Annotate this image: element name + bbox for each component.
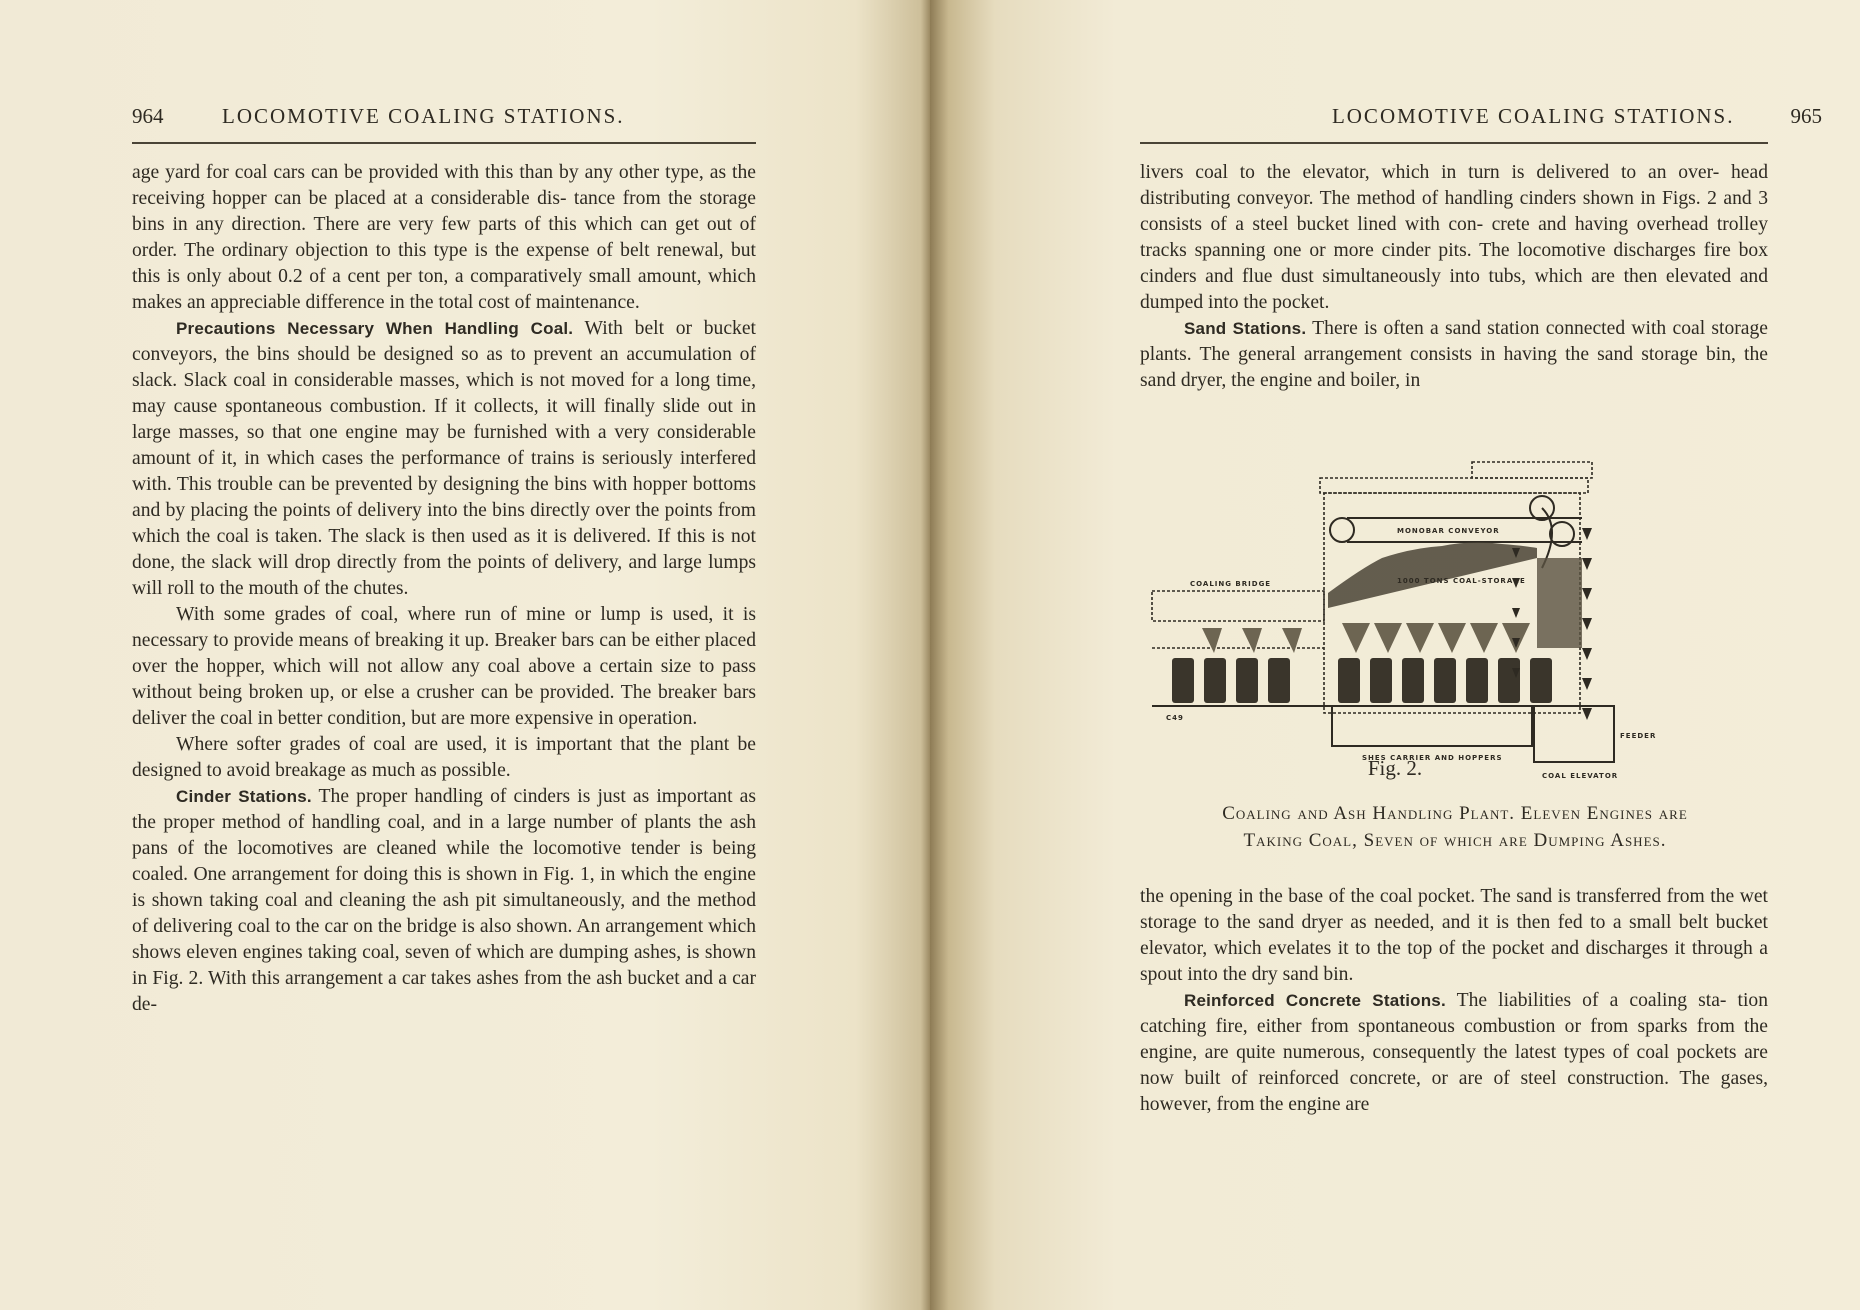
paragraph: livers coal to the elevator, which in turn is delivered to an over- head distributing conveyor. The method of handling cinders shown in Figs. 2 and 3 consists of a steel bucket lined with con- crete and having overhead trolley tracks spanning one or more cinder pits. The locomotive discharges fire box cinders and flue dust simultaneously into tubs, which are then elevated and dumped into the pocket. (1140, 162, 1768, 313)
svg-text:MONOBAR CONVEYOR: MONOBAR CONVEYOR (1397, 527, 1500, 535)
left-running-title: LOCOMOTIVE COALING STATIONS. (222, 104, 625, 128)
right-header-rule (1140, 142, 1768, 144)
section-heading: Sand Stations. (1184, 319, 1307, 338)
svg-text:C49: C49 (1166, 714, 1184, 722)
paragraph-cinder-stations: Cinder Stations. The proper handling of cinders is just as important as the proper method of handling coal, and in a large number of plants the ash pans of the locomotives are cleaned while the locomotive tender is being coaled. One arrangement for doing this is shown in Fig. 1, in which the engine is shown taking coal and cleaning the ash pit simultaneously, and the method of delivering coal to the car on the bridge is also shown. An arrangement which shows eleven engines taking coal, seven of which are dumping ashes, is shown in Fig. 2. With this arrangement a car takes ashes from the ash bucket and a car de- (132, 786, 756, 1015)
paragraph-reinforced-concrete: Reinforced Concrete Stations. The liabilities of a coaling sta- tion catching fire, either from spontaneous combustion or from sparks from the engine, are quite numerous, consequently the latest types of coal pockets are now built of reinforced concrete, or are of steel construction. The gases, however, from the engine are (1140, 990, 1768, 1115)
svg-text:SHES CARRIER AND HOPPERS: SHES CARRIER AND HOPPERS (1362, 754, 1503, 762)
right-body-text-top (1140, 160, 1768, 394)
paragraph-precautions: Precautions Necessary When Handling Coal. With belt or bucket conveyors, the bins should be designed so as to prevent an accumulation of slack. Slack coal in considerable masses, which is not moved for a long time, may cause spontaneous combustion. If it collects, it will finally slide out in large masses, so that one engine may be furnished with a very considerable amount of it, in which cases the performance of trains is seriously interfered with. This trouble can be prevented by designing the bins with hopper bottoms and by placing the points of delivery into the bins directly over the points from which the coal is taken. The slack is then used as it is delivered. If this is not done, the slack will drop directly from the points of delivery, and large lumps will roll to the mouth of the chutes. (132, 318, 756, 599)
svg-text:COAL ELEVATOR: COAL ELEVATOR (1542, 772, 1619, 780)
figure-label: Fig. 2. (1367, 756, 1423, 780)
right-page-number: 965 (1790, 104, 1822, 128)
paragraph: the opening in the base of the coal pocket. The sand is transferred from the wet storage to the sand dryer as needed, and it is then fed to a small belt bucket elevator, which evelates it to the top of the pocket and discharges it through a spout into the dry sand bin. (1140, 886, 1768, 985)
paragraph-sand-stations: Sand Stations. There is often a sand station connected with coal storage plants. The general arrangement consists in having the sand storage bin, the sand dryer, the engine and boiler, in (1140, 318, 1768, 391)
section-heading: Reinforced Concrete Stations. (1184, 991, 1446, 1010)
coaling-plant-diagram (1142, 448, 1702, 780)
left-header-rule (132, 142, 756, 144)
right-running-title: LOCOMOTIVE COALING STATIONS. (1331, 104, 1735, 128)
paragraph: With some grades of coal, where run of mine or lump is used, it is necessary to provide means of breaking it up. Breaker bars can be either placed over the hopper, which will not allow any coal above a certain size to pass without being broken up, or else a crusher can be provided. The breaker bars deliver the coal in better condition, but are more expensive in operation. (132, 604, 756, 729)
left-running-head (132, 104, 754, 129)
figure-caption: Coaling and Ash Handling Plant. Eleven Engines are Taking Coal, Seven of which are Dumping Ashes. (1222, 803, 1688, 851)
svg-text:1000 TONS COAL-STORAGE: 1000 TONS COAL-STORAGE (1397, 577, 1526, 585)
svg-text:COALING BRIDGE: COALING BRIDGE (1190, 580, 1272, 588)
right-running-head (1200, 104, 1822, 129)
left-body-text (132, 160, 756, 1018)
paragraph: age yard for coal cars can be provided with this than by any other type, as the receiving hopper can be placed at a considerable dis- tance from the storage bins in any direction. There are very few parts of this which can get out of order. The ordinary objection to this type is the expense of belt renewal, but this is only about 0.2 of a cent per ton, a comparatively small amount, which makes an appreciable difference in the total cost of maintenance. (132, 162, 756, 313)
right-page (930, 0, 1860, 1310)
section-heading: Cinder Stations. (176, 787, 312, 806)
right-body-text-bottom (1140, 884, 1768, 1118)
svg-text:FEEDER: FEEDER (1620, 732, 1657, 740)
paragraph: Where softer grades of coal are used, it is important that the plant be designed to avoid breakage as much as possible. (132, 734, 756, 781)
left-page-number: 964 (132, 104, 164, 128)
section-heading: Precautions Necessary When Handling Coal. (176, 319, 574, 338)
